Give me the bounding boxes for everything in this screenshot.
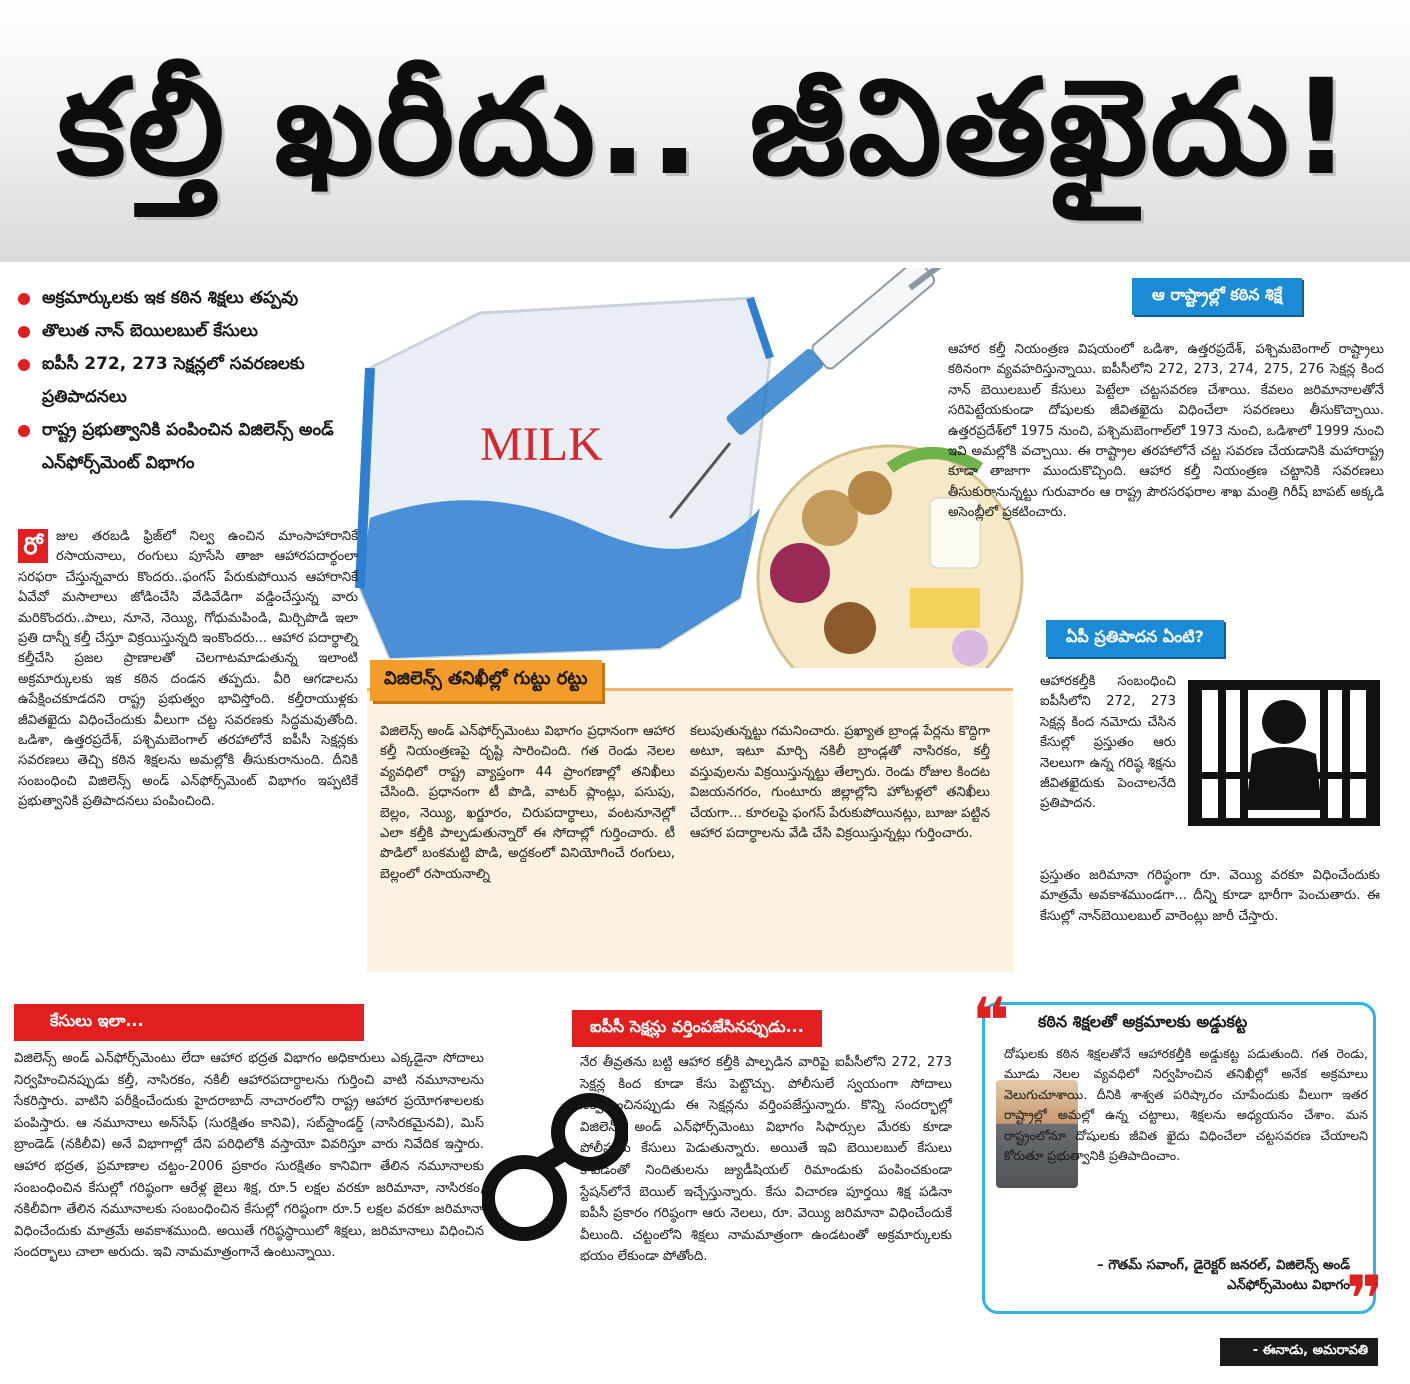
vigilance-title: విజిలెన్స్ తనిఖీల్లో గుట్టు రట్టు — [370, 660, 602, 701]
ap-proposal-text-narrow: ఆహారకల్తీకి సంబంధించి ఐపీసీలోని 272, 273 సెక్షన్ల కింద నమోదు చేసిన కేసుల్లో ప్రస్తుతం ఆరు నెలలుగా ఉన్న గరిష్ఠ శిక్షను జీవితఖైదుకు పెంచాలనేది ప్రతిపాదన. — [1040, 674, 1176, 812]
key-point: ఐపీసీ 272, 273 సెక్షన్లలో సవరణలకు ప్రతిపాదనలు — [18, 348, 358, 414]
jail-bars-icon — [1188, 680, 1380, 826]
milk-label: MILK — [480, 418, 603, 471]
cases-title: కేసులు ఇలా... — [14, 1004, 364, 1041]
ipc-text: నేర తీవ్రతను బట్టి ఆహార కల్తీకి పాల్పడిన వారిపై ఐపీసీలోని 272, 273 సెక్షన్ల కింద కూడా కేసు పెట్టొచ్చు. పోలీసులే స్వయంగా సోదాలు నిర్వహించినప్పుడు ఈ సెక్షన్లను వర్తింపజేస్తున్నారు. కొన్ని సందర్భాల్లో విజిలెన్స్ అండ్ ఎన్‌ఫోర్స్‌మెంటు విభాగం సిఫార్సుల మేరకు కూడా పోలీసులు కేసులు పెడుతున్నారు. అయితే ఇవి బెయిలబుల్ కేసులు కావడంతో నిందితులను జ్యుడీషియల్ రిమాండుకు పంపించకుండా స్టేషన్‌లోనే బెయిల్ ఇచ్చేస్తున్నారు. కేసు విచారణ పూర్తయి శిక్ష పడినా ఐపీసీ ప్రకారం గరిష్ఠంగా ఆరు నెలలు, రూ. వెయ్యి జరిమానా విధించేందుకే వీలుంది. చట్టంలోని శిక్షలు నామమాత్రంగా ఉండటంతో అక్రమార్కులకు భయం లేకుండా పోతోంది. — [580, 1055, 952, 1265]
cases-text: విజిలెన్స్ అండ్ ఎన్‌ఫోర్స్‌మెంటు లేదా ఆహార భద్రత విభాగం అధికారులు ఎక్కడైనా సోదాలు నిర్వహించినప్పుడు కల్తీ, నాసిరకం, నకిలీ ఆహారపదార్థాలను గుర్తించి వాటి నమూనాలను సేకరిస్తారు. వాటిని పరీక్షించేందుకు హైదరాబాద్ నాచారంలోని రాష్ట్ర ఆహార ప్రయోగశాలలకు పంపిస్తారు. ఆ నమూనాలు అన్‌సేఫ్ (సురక్షితం కానివి), సబ్‌స్టాండర్డ్ (నాసిరకమైనవి), మిస్ బ్రాండెడ్ (నకిలీవి) అనే విభాగాల్లో దేని పరిధిలోకి వస్తాయో వివరిస్తూ వారు నివేదిక ఇస్తారు. ఆహార భద్రత, ప్రమాణాల చట్టం-2006 ప్రకారం సురక్షితం కానివిగా తేలిన నమూనాలకు సంబంధించిన కేసుల్లో గరిష్ఠంగా ఆరేళ్ల జైలు శిక్ష, రూ.5 లక్షల వరకూ జరిమానా, నాసిరకం, నకిలీవిగా తేలిన నమూనాలకు సంబంధించిన కేసుల్లో గరిష్ఠంగా రూ.5 లక్షల వరకూ జరిమానా విధించేందుకు మాత్రమే అవకాశముంది. అయితే గరిష్ఠస్థాయిలో శిక్షలు, జరిమానాలు విధించిన సందర్భాలు చాలా అరుదు. ఇవి నామమాత్రంగానే ఉంటున్నాయి. — [14, 1051, 484, 1261]
close-quote-icon: ❞ — [1346, 1263, 1384, 1337]
page-headline: కల్తీ ఖరీదు.. జీవితఖైదు! — [56, 51, 1354, 205]
ipc-title: ఐపీసీ సెక్షన్లు వర్తింపజేసినప్పుడు... — [572, 1010, 822, 1047]
key-point: తొలుత నాన్ బెయిలబుల్ కేసులు — [18, 315, 358, 348]
bullet-dot-icon — [18, 359, 30, 371]
key-point: అక్రమార్కులకు ఇక కఠిన శిక్షలు తప్పవు — [18, 282, 358, 315]
bullet-dot-icon — [18, 425, 30, 437]
milk-adulteration-illustration — [330, 268, 1030, 668]
open-quote-icon: ❝ — [972, 985, 1010, 1059]
ap-proposal-text-wide: ప్రస్తుతం జరిమానా గరిష్ఠంగా రూ. వెయ్యి వరకూ విధించేందుకు మాత్రమే అవకాశముండగా... దీన్ని కూడా భారీగా పెంచుతారు. ఈ కేసుల్లో నాన్‌బెయిలబుల్ వారెంట్లు జారీ చేస్తారు. — [1040, 868, 1380, 924]
bullet-dot-icon — [18, 326, 30, 338]
vigilance-col-2: కలుపుతున్నట్టు గమనించారు. ప్రఖ్యాత బ్రాండ్ల పేర్లను కొద్దిగా అటూ, ఇటూ మార్చి నకిలీ బ్రాండ్లతో నాసిరకం, కల్తీ వస్తువులను విక్రయిస్తున్నట్టు తేల్చారు. రెండు రోజుల కిందట విజయనగరం, గుంటూరు జిల్లాల్లోని హోటళ్లలో తనిఖీలు చేయగా... కూరలపై ఫంగస్ పేరుకుపోయినట్లు, బూజు పట్టిన ఆహార పదార్థాలను వేడి చేసి విక్రయిస్తున్నట్లు గుర్తించారు. — [690, 724, 990, 842]
source-credit: - ఈనాడు, అమరావతి — [1220, 1338, 1378, 1366]
vigilance-col-1: విజిలెన్స్ అండ్ ఎన్‌ఫోర్స్‌మెంటు విభాగం ప్రధానంగా ఆహార కల్తీ నియంత్రణపై దృష్టి సారించింది. గత రెండు నెలల వ్యవధిలో రాష్ట్ర వ్యాప్తంగా 44 ప్రాంగణాల్లో తనిఖీలు చేసింది. ప్రధానంగా టీ పొడి, వాటర్ ప్లాంట్లు, పసుపు, బెల్లం, నెయ్యి, ఖర్జూరం, చిరుపదార్థాలు, వంటనూనెల్లో ఎలా కల్తీకి పాల్పడుతున్నారో ఈ సోదాల్లో గుర్తించారు. టీ పొడిలో బంకమట్టి పొడి, అద్దకంలో వినియోగించే రంగులు, బెల్లంలో రసాయనాల్ని — [380, 724, 675, 882]
quote-text: దోషులకు కఠిన శిక్షలతోనే ఆహారకల్తీకి అడ్డుకట్ట పడుతుంది. గత రెండు, మూడు నెలల వ్యవధిలో నిర్వహించిన తనిఖీల్లో అనేక అక్రమాలు వెలుగుచూశాయి. దీనికి శాశ్వత పరిష్కారం చూపేందుకు వీలుగా ఇతర రాష్ట్రాల్లో అమల్లో ఉన్న చట్టాలు, శిక్షలను అధ్యయనం చేశాం. మన రాష్ట్రంలోనూ దోషులకు జీవిత ఖైదు విధించేలా చట్టసవరణ చేయాలని కోరుతూ ప్రభుత్వానికి ప్రతిపాదించాం. — [1004, 1046, 1368, 1164]
bullet-dot-icon — [18, 293, 30, 305]
key-points-list — [18, 282, 358, 480]
quote-attribution: – గౌతమ్ సవాంగ్, డైరెక్టర్ జనరల్, విజిలెన్స్ అండ్ ఎన్‌ఫోర్స్‌మెంటు విభాగం — [1097, 1258, 1350, 1294]
states-title: ఆ రాష్ట్రాల్లో కఠిన శిక్షే — [1132, 278, 1302, 315]
states-text: ఆహార కల్తీ నియంత్రణ విషయంలో ఒడిశా, ఉత్తరప్రదేశ్, పశ్చిమబెంగాల్ రాష్ట్రాలు కఠినంగా వ్యవహరిస్తున్నాయి. ఐపీసీలోని 272, 273, 274, 275, 276 సెక్షన్ల కింద నాన్ బెయిలబుల్ కేసులు పెట్టేలా చట్టసవరణ చేశాయి. కేవలం జరిమానాలతోనే సరిపెట్టేయకుండా దోషులకు జీవితఖైదు విధించేలా సవరణలు తీసుకొచ్చాయి. ఉత్తరప్రదేశ్‌లో 1975 నుంచి, పశ్చిమబెంగాల్‌లో 1973 నుంచి, ఒడిశాలో 1999 నుంచి ఇవి అమల్లోకి వచ్చాయి. ఈ రాష్ట్రాల తరహాలోనే చట్ట సవరణ చేయడానికి మహారాష్ట్ర కూడా తాజాగా ముందుకొచ్చింది. ఆహార కల్తీ నియంత్రణ చట్టానికి సవరణలు తీసుకురానున్నట్టు గురువారం ఆ రాష్ట్ర పౌరసరఫరాల శాఖ మంత్రి గిరీష్ బాపట్ అక్కడి అసెంబ్లీలో ప్రకటించారు. — [948, 342, 1384, 521]
intro-text: జుల తరబడి ఫ్రిజ్‌లో నిల్వ ఉంచిన మాంసాహారానికే రసాయనాలు, రంగులు పూసేసి తాజా ఆహారపదార్థంలా సరఫరా చేస్తున్నవారు కొందరు..ఫంగస్ పేరుకుపోయిన ఆహారానికే ఏవేవో మసాలాలు జోడించేసి వేడివేడిగా వడ్డించేస్తున్న వారు మరికొందరు..పాలు, నూనె, నెయ్యి, గోధుమపిండి, మిర్చిపొడి ఇలా ప్రతి దాన్నీ కల్తీ చేస్తూ విక్రయిస్తున్నది ఇంకొందరు... ఆహార పదార్థాల్ని కల్తీచేసి ప్రజల ప్రాణాలతో చెలగాటమాడుతున్న ఇలాంటి అక్రమార్కులకు ఇక కఠిన దండన తప్పదు. వీరి ఆగడాలను ఉపేక్షించకూడదని రాష్ట్ర ప్రభుత్వం భావిస్తోంది. కల్తీరాయుళ్లకు జీవితఖైదు విధించేందుకు వీలుగా చట్ట సవరణకు సిద్ధమవుతోంది. ఒడిశా, ఉత్తరప్రదేశ్, పశ్చిమబెంగాల్ తరహాలోనే ఐపీసీ సెక్షన్లకు సవరణలు తెచ్చి కఠిన శిక్షలను అమల్లోకి తీసుకురానుంది. దీనికి సంబంధించి విజిలెన్స్ అండ్ ఎన్‌ఫోర్స్‌మెంట్ విభాగం ఇప్పటికే ప్రభుత్వానికి ప్రతిపాదనలు పంపించింది. — [18, 529, 358, 810]
milk-pack-illustration — [360, 298, 770, 658]
key-point: రాష్ట్ర ప్రభుత్వానికి పంపించిన విజిలెన్స్ అండ్ ఎన్‌ఫోర్స్‌మెంట్ విభాగం — [18, 414, 358, 480]
intro-article — [18, 527, 358, 813]
dropcap: రో — [18, 529, 48, 563]
quote-title: కఠిన శిక్షలతో అక్రమాలకు అడ్డుకట్ట — [1030, 1012, 1255, 1035]
ap-proposal-title: ఏపీ ప్రతిపాదన ఏంటి? — [1046, 620, 1224, 657]
